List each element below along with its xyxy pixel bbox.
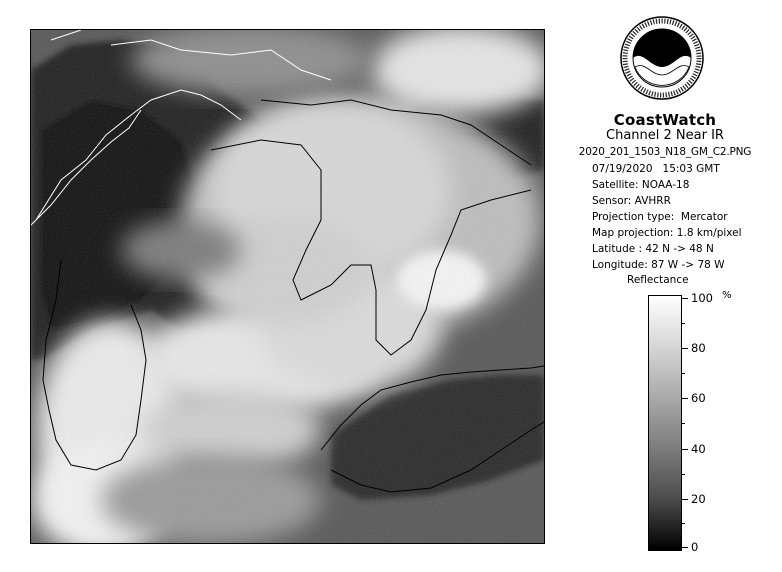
noaa-logo <box>619 15 705 101</box>
image-texture <box>31 30 544 543</box>
datetime-label: 07/19/2020 15:03 GMT <box>592 163 720 175</box>
longitude-label: Longitude: 87 W -> 78 W <box>592 259 725 271</box>
colorbar-tick-label: 80 <box>691 341 706 355</box>
colorbar-minor-tick <box>681 323 685 324</box>
colorbar-tick <box>681 449 688 450</box>
colorbar-tick <box>681 499 688 500</box>
colorbar-tick-label: 0 <box>691 540 699 554</box>
colorbar-tick <box>681 547 688 548</box>
satellite-label: Satellite: NOAA-18 <box>592 179 690 191</box>
satellite-map <box>30 29 545 544</box>
filename-label: 2020_201_1503_N18_GM_C2.PNG <box>578 146 752 158</box>
reflectance-colorbar <box>648 295 682 551</box>
sensor-label: Sensor: AVHRR <box>592 195 671 207</box>
colorbar-tick-label: 40 <box>691 442 706 456</box>
colorbar-tick <box>681 298 688 299</box>
projection-type-label: Projection type: Mercator <box>592 211 728 223</box>
colorbar-tick-label: 20 <box>691 492 706 506</box>
brand-title: CoastWatch <box>613 111 717 129</box>
channel-title: Channel 2 Near IR <box>606 128 724 143</box>
colorbar-minor-tick <box>681 373 685 374</box>
colorbar-minor-tick <box>681 423 685 424</box>
colorbar-unit: % <box>722 290 732 301</box>
colorbar-title: Reflectance <box>627 274 689 286</box>
colorbar-minor-tick <box>681 474 685 475</box>
noaa-seal-icon <box>619 15 705 101</box>
colorbar-minor-tick <box>681 523 685 524</box>
colorbar-tick <box>681 348 688 349</box>
colorbar-tick-label: 60 <box>691 391 706 405</box>
map-projection-label: Map projection: 1.8 km/pixel <box>592 227 742 239</box>
satellite-image <box>31 30 544 543</box>
latitude-label: Latitude : 42 N -> 48 N <box>592 243 714 255</box>
colorbar-tick-label: 100 <box>691 291 713 305</box>
colorbar-tick <box>681 398 688 399</box>
